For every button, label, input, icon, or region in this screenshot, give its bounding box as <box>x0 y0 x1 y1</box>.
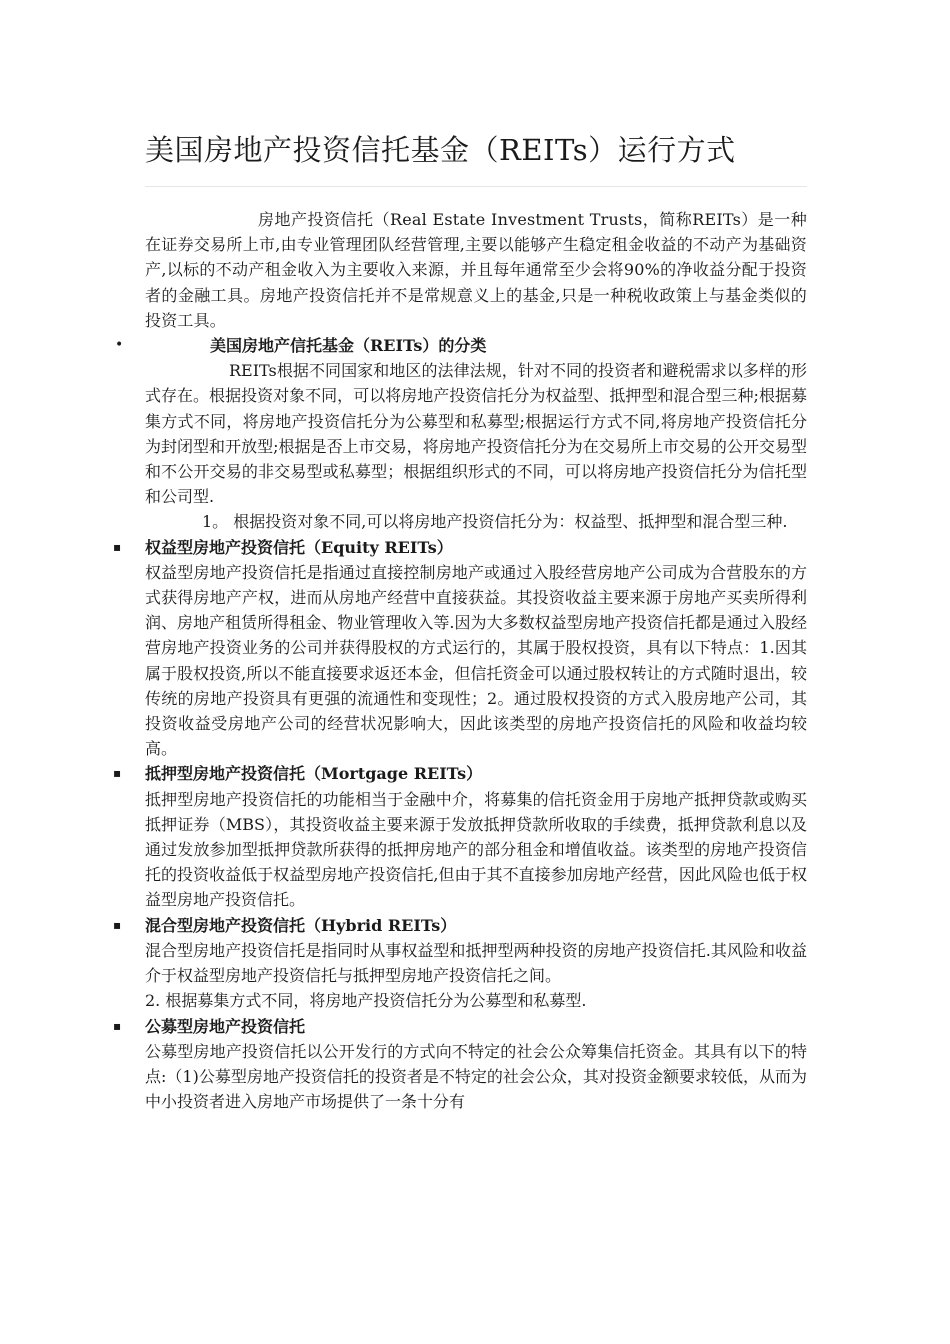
section-heading-classification <box>115 333 807 358</box>
square-bullet-icon: ▪ <box>113 917 122 932</box>
section-heading-text: 美国房地产信托基金（REITs）的分类 <box>210 336 487 356</box>
numbered-point-2: 2. 根据募集方式不同，将房地产投资信托分为公募型和私募型. <box>145 991 587 1011</box>
item-heading-text: 公募型房地产投资信托 <box>145 1016 306 1036</box>
numbered-point-1: 1。 根据投资对象不同,可以将房地产投资信托分为：权益型、抵押型和混合型三种. <box>202 512 788 532</box>
item-heading-text: 抵押型房地产投资信托（Mortgage REITs） <box>145 764 483 784</box>
round-bullet-icon: • <box>115 337 124 354</box>
document-title: 美国房地产投资信托基金（REITs）运行方式 <box>145 133 736 167</box>
mortgage-paragraph: 抵押型房地产投资信托的功能相当于金融中介，将募集的信托资金用于房地产抵押贷款或购买抵押证券（MBS），其投资收益主要来源于发放抵押贷款所收取的手续费，抵押贷款利息以及通过发放参加型抵押贷款所获得的抵押房地产的部分租金和增值收益。该类型的房地产投资信托的投资收益低于权益型房地产投资信托,但由于其不直接参加房地产经营，因此风险也低于权益型房地产投资信托。 <box>145 789 807 910</box>
public-paragraph: 公募型房地产投资信托以公开发行的方式向不特定的社会公众筹集信托资金。其具有以下的特点:（1)公募型房地产投资信托的投资者是不特定的社会公众，其对投资金额要求较低，从而为中小投资者进入房地产市场提供了一条十分有 <box>145 1041 807 1112</box>
item-heading-public <box>113 1014 807 1039</box>
item-heading-text: 权益型房地产投资信托（Equity REITs） <box>145 537 453 557</box>
square-bullet-icon: ▪ <box>113 539 122 554</box>
title-divider <box>145 186 807 187</box>
intro-paragraph: 房地产投资信托（Real Estate Investment Trusts，简称REITs）是一种在证券交易所上市,由专业管理团队经营管理,主要以能够产生稳定租金收益的不动产为基础资产,以标的不动产租金收入为主要收入来源，并且每年通常至少会将90%的净收益分配于投资者的金融工具。房地产投资信托并不是常规意义上的基金,只是一种税收政策上与基金类似的投资工具。 <box>145 210 807 330</box>
item-heading-text: 混合型房地产投资信托（Hybrid REITs） <box>145 915 457 935</box>
hybrid-paragraph: 混合型房地产投资信托是指同时从事权益型和抵押型两种投资的房地产投资信托.其风险和收益介于权益型房地产投资信托与抵押型房地产投资信托之间。 <box>145 940 807 986</box>
item-heading-mortgage <box>113 761 807 786</box>
item-heading-hybrid <box>113 913 807 938</box>
document-page <box>113 128 807 1114</box>
item-heading-equity <box>113 535 807 560</box>
square-bullet-icon: ▪ <box>113 766 122 781</box>
equity-paragraph: 权益型房地产投资信托是指通过直接控制房地产或通过入股经营房地产公司成为合营股东的方式获得房地产产权，进而从房地产经营中直接获益。其投资收益主要来源于房地产买卖所得利润、房地产租赁所得租金、物业管理收入等.因为大多数权益型房地产投资信托都是通过入股经营房地产投资业务的公司并获得股权的方式运行的，其属于股权投资，具有以下特点：1.因其属于股权投资,所以不能直接要求返还本金，但信托资金可以通过股权转让的方式随时退出，较传统的房地产投资具有更强的流通性和变现性；2。通过股权投资的方式入股房地产公司，其投资收益受房地产公司的经营状况影响大，因此该类型的房地产投资信托的风险和收益均较高。 <box>145 562 807 759</box>
classification-paragraph: REITs根据不同国家和地区的法律法规，针对不同的投资者和避税需求以多样的形式存在。根据投资对象不同，可以将房地产投资信托分为权益型、抵押型和混合型三种;根据募集方式不同，将房地产投资信托分为公募型和私募型;根据运行方式不同,将房地产投资信托分为封闭型和开放型;根据是否上市交易，将房地产投资信托分为在交易所上市交易的公开交易型和不公开交易的非交易型或私募型；根据组织形式的不同，可以将房地产投资信托分为信托型和公司型. <box>145 361 807 507</box>
square-bullet-icon: ▪ <box>113 1018 122 1033</box>
